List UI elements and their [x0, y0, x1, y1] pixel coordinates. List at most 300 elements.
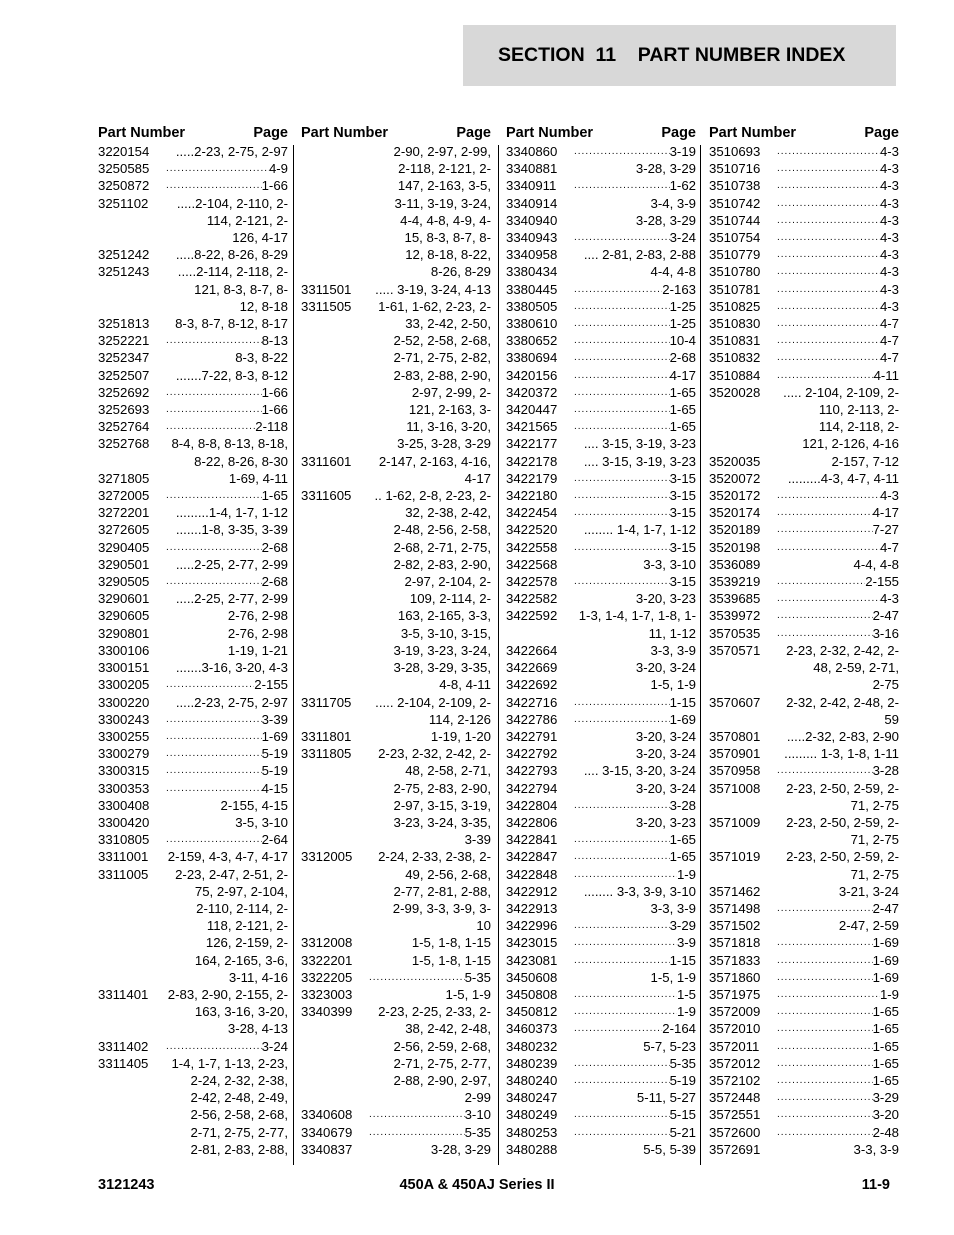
page-refs: 2-147, 2-163, 4-16,: [378, 453, 491, 469]
part-number: [301, 900, 369, 917]
page-refs: 2-23, 2-50, 2-59, 2-: [786, 849, 899, 865]
page-refs: [166, 728, 288, 745]
index-entry: [98, 281, 288, 298]
index-entry: [506, 814, 696, 831]
index-entry: [709, 281, 899, 298]
part-number: 3310805: [98, 832, 150, 848]
page-refs: 2-110, 2-114, 2-: [196, 900, 288, 916]
index-entry: [301, 625, 491, 642]
part-number-heading: Part Number: [709, 125, 797, 141]
part-number: [301, 1020, 369, 1037]
page-refs: [574, 573, 696, 590]
dot-leader: [777, 607, 873, 624]
part-number: 3323003: [301, 986, 353, 1002]
part-number: 3252768: [98, 436, 150, 452]
page-refs: 1-69, 4-11: [228, 470, 288, 486]
part-number: 3572448: [709, 1090, 761, 1106]
page-ref-text: 3-19: [669, 144, 696, 159]
dot-leader: [166, 539, 262, 556]
part-number: 3422794: [506, 780, 558, 796]
page-ref-text: 4-7: [879, 316, 899, 332]
index-entry: [506, 694, 696, 711]
part-number: 3311805: [301, 746, 352, 762]
dot-leader: [777, 590, 880, 607]
page-refs: 3-5, 3-10, 3-15,: [400, 625, 491, 641]
dot-leader: [369, 1106, 465, 1123]
page-refs: 147, 2-163, 3-5,: [397, 178, 491, 194]
dot-leader: [574, 229, 670, 246]
page-refs: 12, 8-18, 8-22,: [405, 247, 491, 263]
part-number: 3571860: [709, 969, 761, 985]
page-ref-text: 1-65: [669, 384, 696, 400]
part-number: 3311601: [301, 453, 352, 469]
dot-leader: [574, 831, 670, 848]
part-number: [301, 504, 369, 521]
page-refs: [574, 349, 696, 366]
page-ref-text: 2-118: [255, 419, 288, 435]
part-number: 3480253: [506, 1124, 558, 1140]
index-entry: [301, 986, 491, 1003]
index-entry: [506, 1124, 696, 1141]
index-entry: [98, 590, 288, 607]
dot-leader: [574, 573, 670, 590]
part-number: [506, 625, 574, 642]
page-refs: 2-99: [464, 1090, 491, 1106]
part-number: 3311005: [98, 866, 149, 882]
part-number: 3480249: [506, 1107, 558, 1123]
page-refs: [166, 676, 288, 693]
part-number: 3571498: [709, 900, 761, 916]
index-entry: [506, 504, 696, 521]
index-entry: [301, 814, 491, 831]
page-ref-text: 4-3: [879, 264, 899, 280]
index-entry: [506, 1020, 696, 1037]
page-ref-text: 1-65: [872, 1055, 899, 1071]
index-entry: [301, 504, 491, 521]
index-entry: [506, 676, 696, 693]
part-number: 3510716: [709, 161, 761, 177]
page-refs: [574, 797, 696, 814]
dot-leader: [574, 487, 670, 504]
section-title: SECTION 11 PART NUMBER INDEX: [498, 44, 846, 66]
part-number: 3480240: [506, 1072, 558, 1088]
index-entry: [709, 848, 899, 865]
dot-leader: [574, 470, 670, 487]
footer-doc-number: 3121243: [98, 1177, 155, 1193]
page-refs: [574, 917, 696, 934]
part-number: [98, 1072, 166, 1089]
page-refs: 3-19, 3-23, 3-24,: [393, 642, 491, 658]
part-number: [709, 711, 777, 728]
index-entry: [301, 866, 491, 883]
part-number: 3420372: [506, 384, 558, 400]
page-heading: Page: [661, 125, 696, 141]
page-refs: 1-5, 1-9: [650, 677, 696, 693]
index-entry: [506, 1055, 696, 1072]
page-refs: 33, 2-42, 2-50,: [405, 316, 491, 332]
index-entry: [301, 332, 491, 349]
page-ref-text: 1-25: [669, 316, 696, 332]
part-number: [301, 418, 369, 435]
page-ref-text: 2-163: [662, 281, 696, 297]
page-ref-text: 2-68: [261, 574, 288, 590]
page-refs: 2-23, 2-32, 2-42, 2-: [786, 642, 899, 658]
index-entry: [98, 607, 288, 624]
part-number: 3340679: [301, 1124, 353, 1140]
page-refs: 4-4, 4-8: [650, 264, 696, 280]
part-number: 3252693: [98, 402, 150, 418]
page-ref-text: 1-69: [872, 969, 899, 985]
part-number: [98, 1141, 166, 1158]
page-refs: 2-77, 2-81, 2-88,: [393, 883, 491, 899]
index-entry: [709, 607, 899, 624]
dot-leader: [166, 384, 262, 401]
part-number: 3300408: [98, 797, 150, 813]
part-number: 3520198: [709, 539, 761, 555]
index-entry: [709, 521, 899, 538]
page-refs: 2-90, 2-97, 2-99,: [393, 144, 491, 159]
page-ref-text: 3-28: [872, 763, 899, 779]
page-refs: 3-3, 3-9: [650, 642, 696, 658]
page-refs: [574, 143, 696, 160]
part-number: 3380652: [506, 333, 558, 349]
page-ref-text: 1-65: [872, 1021, 899, 1037]
page-ref-text: 2-68: [669, 350, 696, 366]
page-refs: [166, 539, 288, 556]
index-entry: [98, 401, 288, 418]
page-refs: [777, 539, 899, 556]
part-number: 3422793: [506, 763, 558, 779]
index-entry: [709, 556, 899, 573]
index-entry: [98, 573, 288, 590]
page-refs: [777, 1055, 899, 1072]
part-number: [301, 866, 369, 883]
dot-leader: [166, 728, 262, 745]
part-number: 3272605: [98, 522, 150, 538]
page-refs: [574, 229, 696, 246]
page-ref-text: 1-5: [676, 986, 696, 1002]
index-entry: [506, 831, 696, 848]
index-entry: [301, 917, 491, 934]
page-refs: 75, 2-97, 2-104,: [194, 883, 288, 899]
page-refs: 4-4, 4-8, 4-9, 4-: [400, 212, 491, 228]
part-number: [301, 625, 369, 642]
index-entry: [709, 177, 899, 194]
index-entry: [506, 969, 696, 986]
page-refs: 3-3, 3-9: [853, 1141, 899, 1157]
page-refs: 2-68, 2-71, 2-75,: [393, 539, 491, 555]
index-entry: [301, 1055, 491, 1072]
part-number: 3300279: [98, 746, 150, 762]
page-ref-text: 1-69: [261, 728, 288, 744]
page-refs: 1-19, 1-21: [227, 642, 288, 658]
page-refs: 3-20, 3-24: [635, 728, 696, 744]
page-ref-text: 1-65: [261, 488, 288, 504]
index-entry: [301, 590, 491, 607]
page-refs: [777, 195, 899, 212]
dot-leader: [777, 298, 880, 315]
index-entry: [98, 625, 288, 642]
page-refs: 8-26, 8-29: [430, 264, 491, 280]
part-number-heading: Part Number: [506, 125, 594, 141]
dot-leader: [777, 539, 880, 556]
page-ref-text: 1-69: [872, 935, 899, 951]
index-entry: [506, 212, 696, 229]
page-refs: 2-157, 7-12: [831, 453, 899, 469]
part-number: 3290505: [98, 574, 150, 590]
page-refs: 2-32, 2-42, 2-48, 2-: [786, 694, 899, 710]
page-heading: Page: [864, 125, 899, 141]
page-refs: 71, 2-75: [850, 866, 899, 882]
index-entry: [506, 934, 696, 951]
part-number: 3290501: [98, 556, 150, 572]
part-number: [301, 229, 369, 246]
part-number: 3290605: [98, 608, 150, 624]
dot-leader: [166, 1038, 262, 1055]
page-refs: [166, 401, 288, 418]
index-entry: [98, 470, 288, 487]
index-entry: [301, 952, 491, 969]
dot-leader: [777, 573, 865, 590]
index-entry: [301, 263, 491, 280]
part-number: 3422804: [506, 797, 558, 813]
page-refs: 3-4, 3-9: [650, 195, 696, 211]
part-number: [301, 711, 369, 728]
page-refs: 2-23, 2-32, 2-42, 2-: [378, 746, 491, 762]
page-ref-text: 4-17: [872, 505, 899, 521]
part-number: 3311405: [98, 1055, 149, 1071]
page-refs: .. 1-62, 2-8, 2-23, 2-: [374, 488, 491, 504]
page-refs: 12, 8-18: [239, 298, 288, 314]
index-entry: [709, 315, 899, 332]
index-entry: [98, 711, 288, 728]
index-entry: [98, 487, 288, 504]
page-refs: [166, 177, 288, 194]
dot-leader: [777, 281, 880, 298]
part-number: 3510832: [709, 350, 761, 366]
index-entry: [506, 384, 696, 401]
part-number: 3520172: [709, 488, 761, 504]
dot-leader: [574, 281, 662, 298]
index-entry: [98, 435, 288, 452]
part-number: 3536089: [709, 556, 761, 572]
part-number: [301, 883, 369, 900]
page-refs: [574, 1055, 696, 1072]
part-number: [301, 1072, 369, 1089]
page-refs: [166, 384, 288, 401]
index-entry: [98, 349, 288, 366]
page-refs: [574, 298, 696, 315]
page-ref-text: 4-3: [879, 195, 899, 211]
dot-leader: [777, 1072, 873, 1089]
part-number: 3311401: [98, 986, 149, 1002]
page-ref-text: 3-15: [669, 470, 696, 486]
part-number: [709, 401, 777, 418]
part-number: 3572011: [709, 1038, 760, 1054]
part-number: 3312005: [301, 849, 353, 865]
dot-leader: [574, 1124, 670, 1141]
part-number: [301, 814, 369, 831]
part-number: [98, 934, 166, 951]
index-entry: [709, 246, 899, 263]
part-number: 3422912: [506, 883, 558, 899]
part-number: 3250585: [98, 161, 150, 177]
part-number: 3311605: [301, 488, 352, 504]
index-entry: [301, 229, 491, 246]
part-number: 3380694: [506, 350, 558, 366]
dot-leader: [574, 504, 670, 521]
page-refs: [166, 780, 288, 797]
index-entry: [98, 676, 288, 693]
part-number: 3311001: [98, 849, 149, 865]
page-ref-text: 1-25: [669, 298, 696, 314]
index-entry: [98, 384, 288, 401]
page-ref-text: 4-11: [873, 367, 899, 383]
index-entry: [709, 401, 899, 418]
page-refs: 2-83, 2-90, 2-155, 2-: [167, 986, 288, 1002]
dot-leader: [777, 487, 880, 504]
index-entry: [506, 642, 696, 659]
page-refs: [574, 367, 696, 384]
part-number: 3340943: [506, 230, 558, 246]
page-ref-text: 4-3: [879, 591, 899, 607]
page-refs: [777, 367, 899, 384]
page-refs: [574, 952, 696, 969]
index-entry: [506, 263, 696, 280]
part-number: [301, 573, 369, 590]
part-number: 3300420: [98, 814, 150, 830]
column-divider: [498, 145, 499, 1165]
index-entry: [506, 332, 696, 349]
index-entry: [709, 969, 899, 986]
index-entry: [301, 143, 491, 160]
page-refs: 1-19, 1-20: [430, 728, 491, 744]
page-refs: 8-3, 8-22: [235, 350, 288, 366]
part-number: [709, 659, 777, 676]
part-number: 3271805: [98, 470, 150, 486]
page-refs: [166, 1038, 288, 1055]
index-entry: [98, 952, 288, 969]
part-number: [301, 1055, 369, 1072]
index-entry: [98, 367, 288, 384]
page-refs: .....8-22, 8-26, 8-29: [175, 247, 288, 263]
page-refs: 1-4, 1-7, 1-13, 2-23,: [171, 1055, 288, 1071]
page-refs: 48, 2-58, 2-71,: [405, 763, 491, 779]
page-ref-text: 1-65: [669, 402, 696, 418]
page-refs: 2-23, 2-50, 2-59, 2-: [786, 814, 899, 830]
index-entry: [506, 986, 696, 1003]
index-entry: [301, 298, 491, 315]
dot-leader: [166, 332, 262, 349]
dot-leader: [777, 143, 880, 160]
part-number: [301, 332, 369, 349]
dot-leader: [574, 367, 670, 384]
page-refs: [166, 745, 288, 762]
page-ref-text: 4-3: [879, 281, 899, 297]
part-number: 3252221: [98, 333, 150, 349]
part-number: 3572102: [709, 1072, 761, 1088]
part-number: 3311501: [301, 281, 352, 297]
page-ref-text: 10-4: [669, 333, 696, 349]
part-number: 3340608: [301, 1107, 353, 1123]
page-ref-text: 5-19: [261, 763, 288, 779]
dot-leader: [574, 418, 670, 435]
part-number: 3220154: [98, 144, 150, 159]
index-entry: [301, 676, 491, 693]
part-number: 3422180: [506, 488, 558, 504]
page-refs: [574, 315, 696, 332]
page-ref-text: 4-3: [879, 144, 899, 159]
page-refs: 59: [884, 711, 899, 727]
part-number: 3300205: [98, 677, 150, 693]
part-number: 3480288: [506, 1141, 558, 1157]
index-entry: [301, 160, 491, 177]
page-ref-text: 1-66: [261, 402, 288, 418]
dot-leader: [777, 349, 880, 366]
part-number: [98, 1124, 166, 1141]
part-number: [709, 831, 777, 848]
page-refs: 2-56, 2-59, 2-68,: [393, 1038, 491, 1054]
index-entry: [301, 367, 491, 384]
part-number: 3251243: [98, 264, 150, 280]
index-entry: [301, 694, 491, 711]
index-entry: [506, 143, 696, 160]
page-ref-text: 4-7: [879, 350, 899, 366]
index-entry: [301, 711, 491, 728]
index-column-3: [506, 117, 696, 1158]
part-number: 3300151: [98, 660, 150, 676]
page-refs: 3-20, 3-23: [635, 814, 696, 830]
part-number: [301, 470, 369, 487]
page-refs: [574, 711, 696, 728]
part-number: 3570901: [709, 746, 761, 762]
part-number: [98, 952, 166, 969]
index-entry: [709, 625, 899, 642]
part-number: 3422178: [506, 453, 558, 469]
index-entry: [506, 1089, 696, 1106]
index-entry: [709, 195, 899, 212]
page-refs: .....2-25, 2-77, 2-99: [175, 591, 288, 607]
part-number: 3340837: [301, 1141, 353, 1157]
page-refs: [369, 1124, 491, 1141]
page-refs: 71, 2-75: [850, 832, 899, 848]
page-refs: 2-97, 2-99, 2-: [411, 384, 491, 400]
page-refs: [777, 143, 899, 160]
index-entry: [98, 556, 288, 573]
index-entry: [301, 659, 491, 676]
index-entry: [506, 435, 696, 452]
part-number: [98, 1089, 166, 1106]
page-refs: 2-155, 4-15: [220, 797, 288, 813]
dot-leader: [166, 177, 262, 194]
page-refs: 164, 2-165, 3-6,: [194, 952, 288, 968]
part-number: 3272201: [98, 505, 150, 521]
page-refs: .....2-114, 2-118, 2-: [177, 264, 288, 280]
page-refs: [777, 349, 899, 366]
index-entry: [301, 246, 491, 263]
page-refs: 8-3, 8-7, 8-12, 8-17: [175, 316, 288, 332]
dot-leader: [574, 298, 670, 315]
part-number: [301, 177, 369, 194]
part-number: [301, 143, 369, 160]
part-number: [709, 866, 777, 883]
index-entry: [709, 694, 899, 711]
page-refs: [777, 1020, 899, 1037]
part-number: 3300220: [98, 694, 150, 710]
part-number: 3340860: [506, 144, 558, 159]
index-entry: [98, 883, 288, 900]
index-entry: [506, 315, 696, 332]
